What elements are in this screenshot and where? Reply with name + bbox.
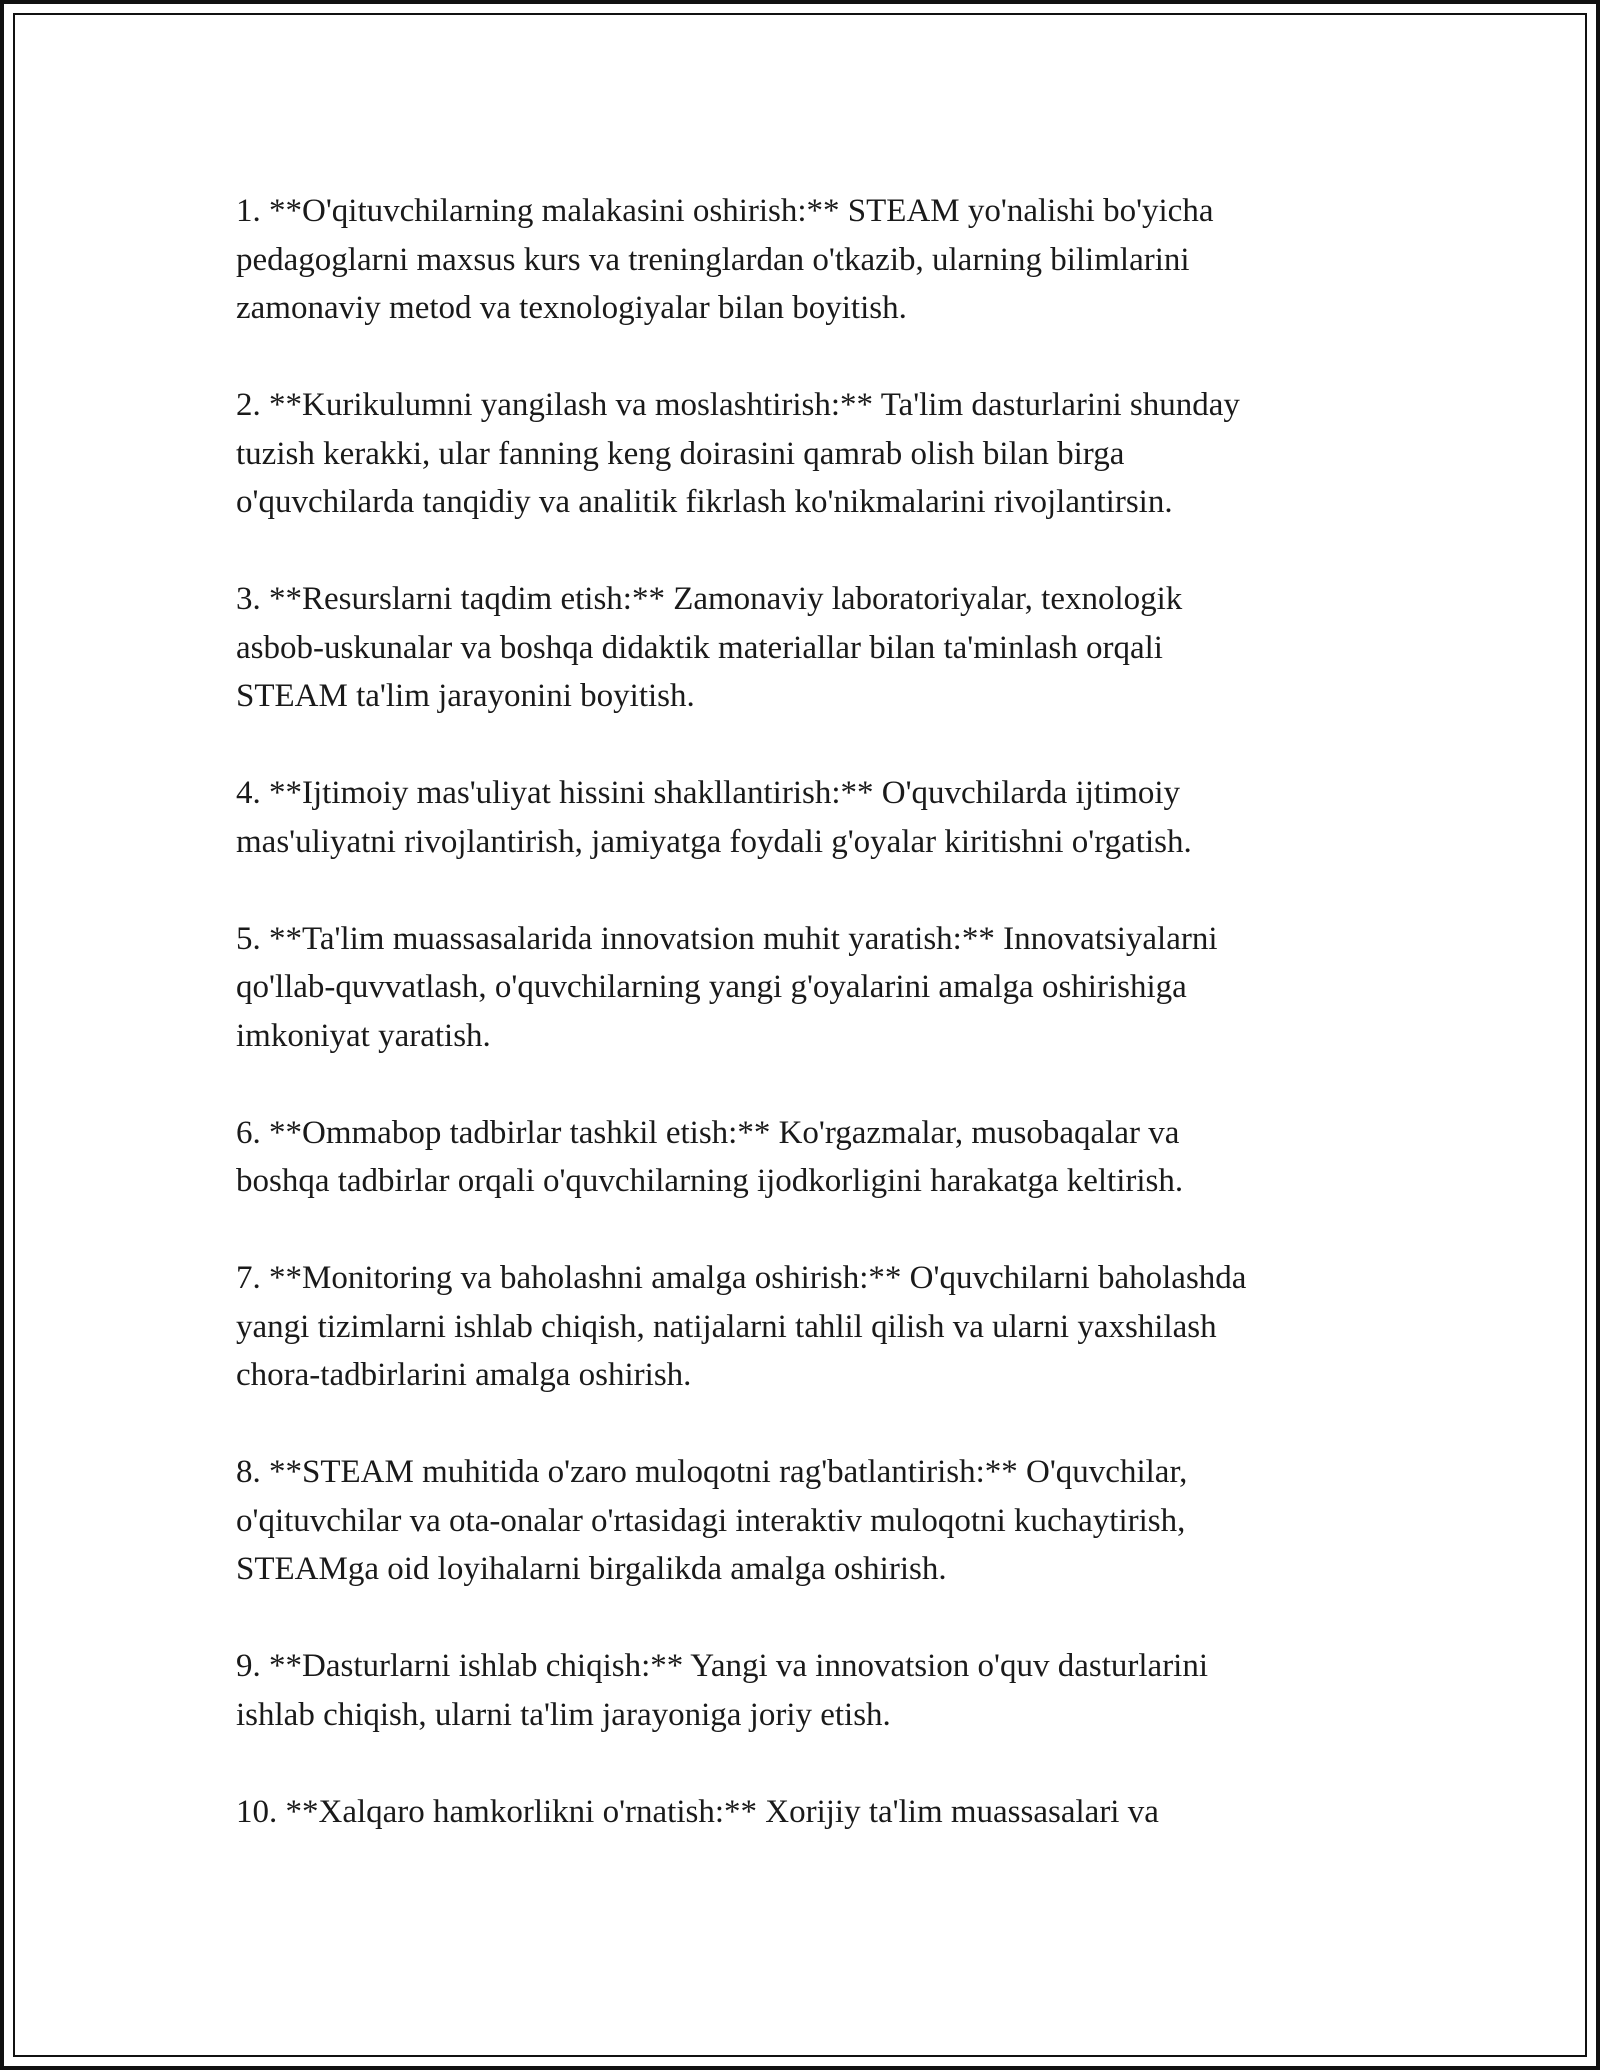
list-item — [236, 187, 1376, 333]
list-item — [236, 575, 1376, 721]
item-line: imkoniyat yaratish. — [236, 1017, 491, 1054]
item-line: 3. **Resurslarni taqdim etish:** Zamonaviy laboratoriyalar, texnologik — [236, 581, 1183, 617]
item-line: yangi tizimlarni ishlab chiqish, natijalarni tahlil qilish va ularni yaxshilash — [236, 1308, 1217, 1345]
item-line: chora-tadbirlarini amalga oshirish. — [236, 1357, 692, 1393]
list-item — [236, 1788, 1376, 1837]
item-line: o'quvchilarda tanqidiy va analitik fikrlash ko'nikmalarini rivojlantirsin. — [236, 484, 1173, 520]
list-item — [236, 1109, 1376, 1206]
item-line: 8. **STEAM muhitida o'zaro muloqotni rag'batlantirish:** O'quvchilar, — [236, 1454, 1188, 1490]
list-item — [236, 1448, 1376, 1594]
list-item — [236, 1642, 1376, 1739]
item-line: boshqa tadbirlar orqali o'quvchilarning ijodkorligini harakatga keltirish. — [236, 1163, 1184, 1199]
item-line: STEAM ta'lim jarayonini boyitish. — [236, 678, 695, 714]
item-line: 6. **Ommabop tadbirlar tashkil etish:** Ko'rgazmalar, musobaqalar va — [236, 1114, 1180, 1151]
list-item — [236, 1254, 1376, 1400]
item-line: 9. **Dasturlarni ishlab chiqish:** Yangi va innovatsion o'quv dasturlarini — [236, 1648, 1209, 1684]
item-line: 1. **O'qituvchilarning malakasini oshirish:** STEAM yo'nalishi bo'yicha — [236, 193, 1214, 229]
item-line: ishlab chiqish, ularni ta'lim jarayoniga joriy etish. — [236, 1696, 891, 1733]
list-item — [236, 381, 1376, 527]
list-item — [236, 915, 1376, 1061]
item-line: asbob-uskunalar va boshqa didaktik materiallar bilan ta'minlash orqali — [236, 629, 1163, 666]
item-line: tuzish kerakki, ular fanning keng doirasini qamrab olish bilan birga — [236, 435, 1125, 472]
item-line: 10. **Xalqaro hamkorlikni o'rnatish:** Xorijiy ta'lim muassasalari va — [236, 1793, 1159, 1830]
item-line: o'qituvchilar va ota-onalar o'rtasidagi interaktiv muloqotni kuchaytirish, — [236, 1502, 1186, 1539]
item-line: 7. **Monitoring va baholashni amalga oshirish:** O'quvchilarni baholashda — [236, 1260, 1247, 1296]
item-line: qo'llab-quvvatlash, o'quvchilarning yangi g'oyalarini amalga oshirishiga — [236, 969, 1187, 1005]
item-line: 2. **Kurikulumni yangilash va moslashtirish:** Ta'lim dasturlarini shunday — [236, 387, 1240, 423]
item-line: 4. **Ijtimoiy mas'uliyat hissini shakllantirish:** O'quvchilarda ijtimoiy — [236, 775, 1181, 811]
item-line: mas'uliyatni rivojlantirish, jamiyatga foydali g'oyalar kiritishni o'rgatish. — [236, 823, 1192, 860]
item-line: 5. **Ta'lim muassasalarida innovatsion muhit yaratish:** Innovatsiyalarni — [236, 920, 1218, 957]
item-line: pedagoglarni maxsus kurs va treninglardan o'tkazib, ularning bilimlarini — [236, 241, 1190, 278]
item-line: STEAMga oid loyihalarni birgalikda amalga oshirish. — [236, 1551, 947, 1587]
list-item — [236, 769, 1376, 866]
item-line: zamonaviy metod va texnologiyalar bilan boyitish. — [236, 290, 907, 326]
document-body — [236, 187, 1376, 1836]
